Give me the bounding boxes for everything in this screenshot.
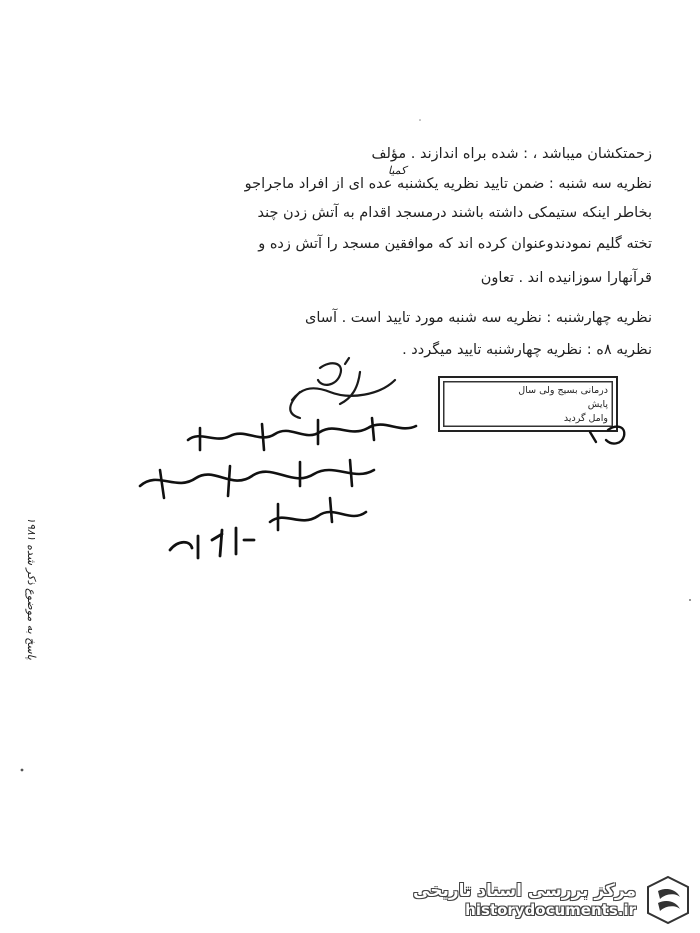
stamp-line-3: وامل گردید bbox=[563, 413, 608, 424]
document-line-6: نظریه چهارشنبه : نظریه سه شنبه مورد تایید است . آسای bbox=[305, 310, 652, 326]
watermark-url: historydocuments.ir bbox=[465, 901, 636, 919]
stamp-line-2: پایش bbox=[587, 399, 608, 410]
document-line-4: تخته گلیم نمودندوعنوان کرده اند که موافقین مسجد را آتش زده و bbox=[258, 236, 652, 252]
document-line-5: قرآنهارا سوزانیده اند . تعاون bbox=[480, 270, 652, 286]
archive-logo-icon bbox=[646, 875, 690, 925]
handwritten-insert: کمیا bbox=[388, 164, 407, 177]
document-line-2: نظریه سه شنبه : ضمن تایید نظریه یکشنبه عده ای از افراد ماجراجو bbox=[244, 176, 652, 192]
document-line-3: بخاطر اینکه ستیمکی داشته باشند درمسجد اقدام به آتش زدن چند bbox=[257, 205, 652, 221]
watermark-text bbox=[413, 881, 636, 919]
watermark bbox=[413, 875, 690, 925]
margin-handwritten-note: پاسخ به موضوع ذکر شده ۱۹۸۱ bbox=[25, 517, 38, 660]
document-line-1: زحمتکشان میباشد ، : شده براه اندازند . مؤلف bbox=[371, 146, 652, 162]
document-line-7: نظریه ۸ه : نظریه چهارشنبه تایید میگردد . bbox=[402, 342, 652, 358]
watermark-title: مرکز بررسی اسناد تاریخی bbox=[413, 881, 636, 901]
stamp-line-1: درمانی بسیج ولی سال bbox=[518, 385, 608, 396]
